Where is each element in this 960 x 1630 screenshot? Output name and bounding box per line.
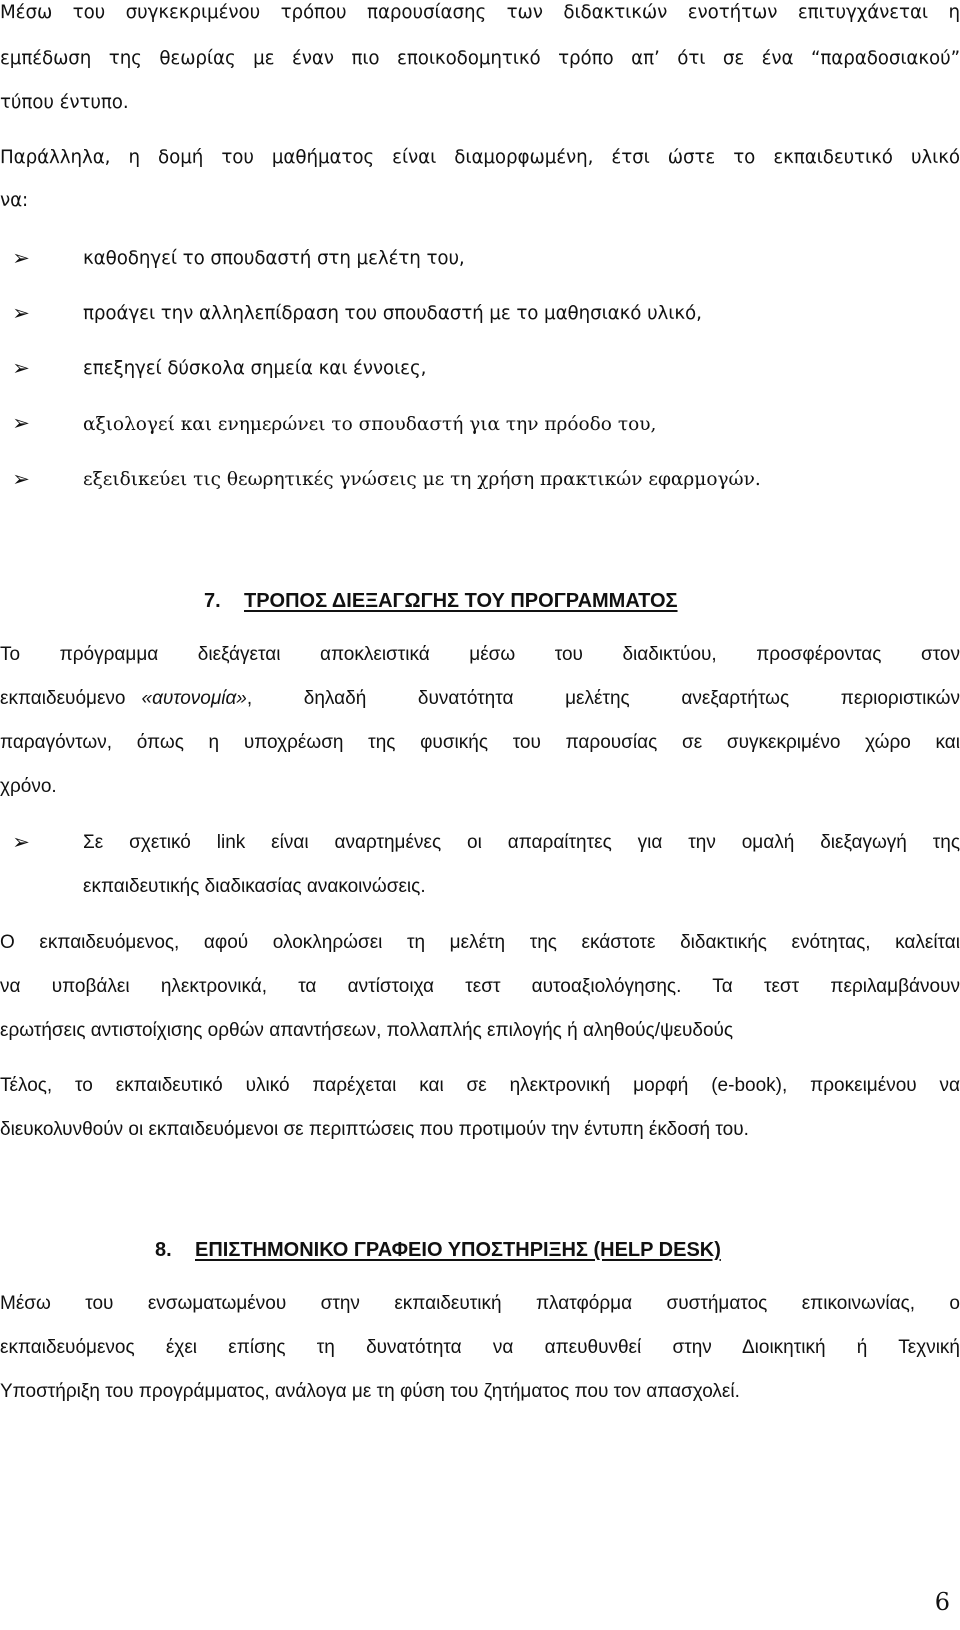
bullet-arrow-icon: ➢ [12, 411, 30, 435]
section-7-after-line-2: να υποβάλει ηλεκτρονικά, τα αντίστοιχα τεστ αυτοαξιολόγησης. Τα τεστ περιλαμβάνουν [0, 976, 960, 997]
section-7-title: ΤΡΟΠΟΣ ΔΙΕΞΑΓΩΓΗΣ ΤΟΥ ΠΡΟΓΡΑΜΜΑΤΟΣ [244, 590, 678, 612]
section-7-line-1: Το πρόγραμμα διεξάγεται αποκλειστικά μέσω του διαδικτύου, προσφέροντας στον [0, 644, 960, 665]
bullet-arrow-icon: ➢ [12, 246, 30, 270]
bullet-arrow-icon: ➢ [12, 467, 30, 491]
intro-line-2: εμπέδωση της θεωρίας με έναν πιο εποικοδομητικό τρόπο απ’ ότι σε ένα “παραδοσιακού” [0, 48, 960, 69]
section-8-line-3: Υποστήριξη του προγράμματος, ανάλογα με τη φύση του ζητήματος που τον απασχολεί. [0, 1381, 740, 1402]
section-7-line-2-word: εκπαιδευόμενο [0, 688, 126, 709]
bullet-arrow-icon: ➢ [12, 301, 30, 325]
section-7-line-2-rest: , δηλαδή δυνατότητα μελέτης ανεξαρτήτως περιοριστικών [246, 688, 960, 709]
intro-line-3: τύπου έντυπο. [0, 92, 129, 113]
section-7-number: 7. [204, 590, 221, 612]
page-number: 6 [934, 1588, 950, 1616]
intro-line-4: Παράλληλα, η δομή του μαθήματος είναι διαμορφωμένη, έτσι ώστε το εκπαιδευτικό υλικό [0, 147, 960, 168]
bullet-arrow-icon: ➢ [12, 356, 30, 380]
section-7-line-3: παραγόντων, όπως η υποχρέωση της φυσικής του παρουσίας σε συγκεκριμένο χώρο και [0, 732, 960, 753]
intro-line-1: Μέσω του συγκεκριμένου τρόπου παρουσίασης των διδακτικών ενοτήτων επιτυγχάνεται η [0, 2, 960, 23]
bullet-item: προάγει την αλληλεπίδραση του σπουδαστή με το μαθησιακό υλικό, [83, 303, 702, 324]
section-7-after-line-4: Τέλος, το εκπαιδευτικό υλικό παρέχεται και σε ηλεκτρονική μορφή (e-book), προκειμένου να [0, 1075, 960, 1096]
section-8-heading [155, 1237, 721, 1263]
section-7-after-line-3: ερωτήσεις αντιστοίχισης ορθών απαντήσεων, πολλαπλής επιλογής ή αληθούς/ψευδούς [0, 1020, 734, 1041]
section-8-number: 8. [155, 1239, 172, 1261]
bullet-arrow-icon: ➢ [12, 830, 30, 854]
section-7-after-line-1: Ο εκπαιδευόμενος, αφού ολοκληρώσει τη μελέτη της εκάστοτε διδακτικής ενότητας, καλείται [0, 932, 960, 953]
section-7-line-4: χρόνο. [0, 776, 57, 797]
section-7-bullet-line-1: Σε σχετικό link είναι αναρτημένες οι απαραίτητες για την ομαλή διεξαγωγή της [83, 832, 960, 853]
bullet-item: αξιολογεί και ενημερώνει το σπουδαστή για την πρόοδο του, [83, 414, 657, 435]
section-7-bullet-line-2: εκπαιδευτικής διαδικασίας ανακοινώσεις. [83, 876, 426, 897]
autonomy-term: «αυτονομία» [141, 688, 247, 709]
section-7-heading [204, 588, 678, 614]
section-7-after-line-5: διευκολυνθούν οι εκπαιδευόμενοι σε περιπτώσεις που προτιμούν την έντυπη έκδοσή του. [0, 1119, 749, 1140]
section-7-line-2-start [0, 686, 247, 712]
intro-line-5: να: [0, 190, 29, 211]
section-7-line-2 [0, 686, 960, 712]
section-8-title: ΕΠΙΣΤΗΜΟΝΙΚΟ ΓΡΑΦΕΙΟ ΥΠΟΣΤΗΡΙΞΗΣ (HELP DESK) [195, 1239, 721, 1261]
bullet-item: επεξηγεί δύσκολα σημεία και έννοιες, [83, 358, 427, 379]
section-8-line-2: εκπαιδευόμενος έχει επίσης τη δυνατότητα να απευθυνθεί στην Διοικητική ή Τεχνική [0, 1337, 960, 1358]
section-8-line-1: Μέσω του ενσωματωμένου στην εκπαιδευτική πλατφόρμα συστήματος επικοινωνίας, ο [0, 1293, 960, 1314]
bullet-item: καθοδηγεί το σπουδαστή στη μελέτη του, [83, 248, 465, 269]
bullet-item: εξειδικεύει τις θεωρητικές γνώσεις με τη χρήση πρακτικών εφαρμογών. [83, 469, 761, 490]
